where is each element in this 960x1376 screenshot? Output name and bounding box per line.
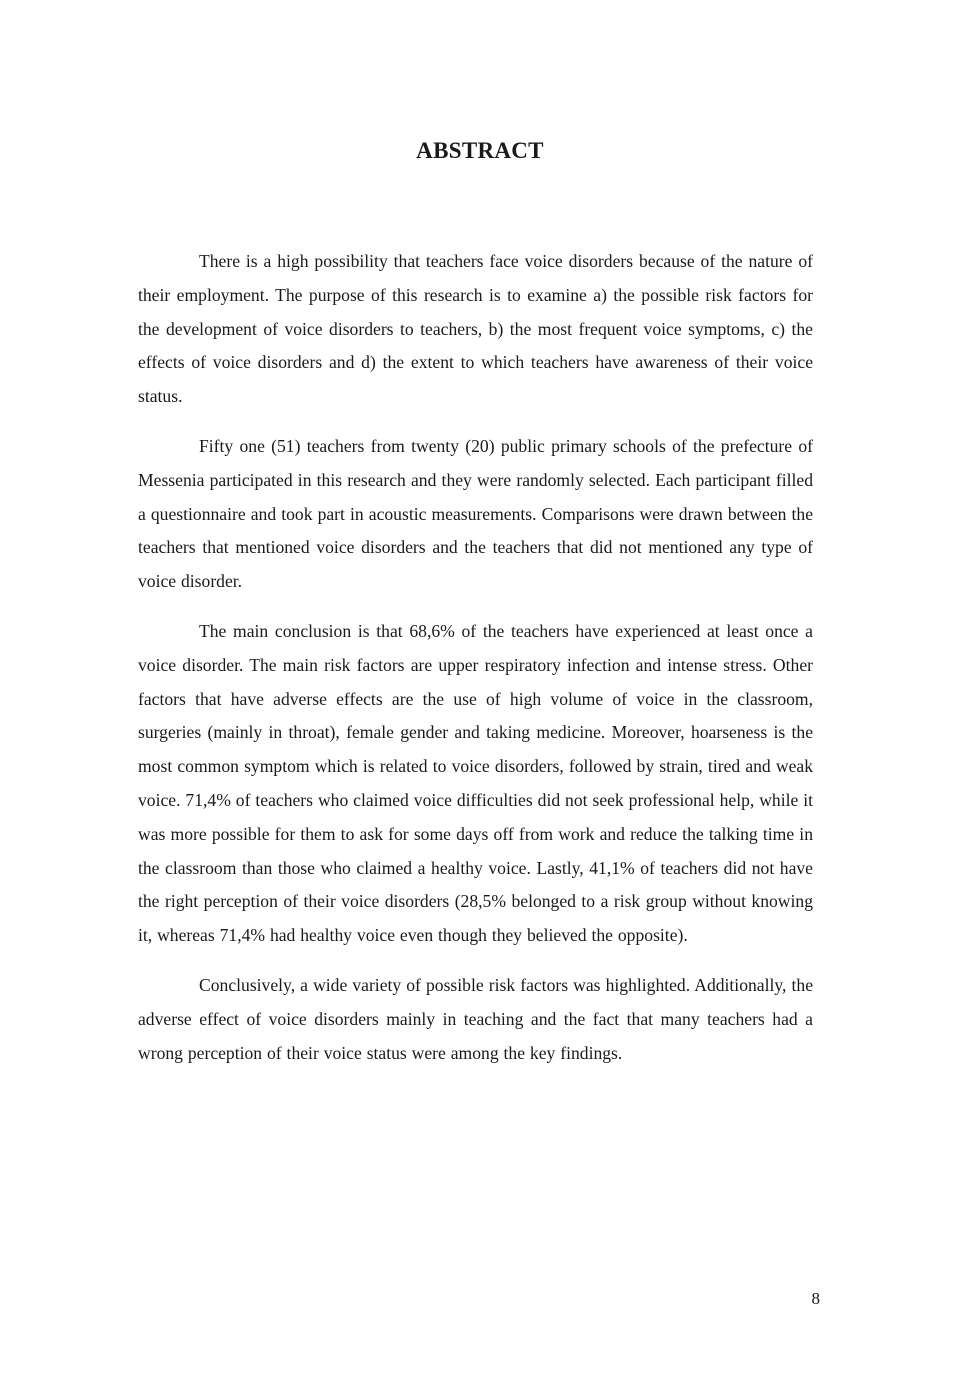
page-number: 8 [811, 1289, 820, 1308]
paragraph-results: The main conclusion is that 68,6% of the teachers have experienced at least once a voice disorder. The main risk factors are upper respiratory infection and intense stress. Other factors that have adverse effects are the use of high volume of voice in the classroom, surgeries (mainly in throat), female gender and taking medicine. Moreover, hoarseness is the most common symptom which is related to voice disorders, followed by strain, tired and weak voice. 71,4% of teachers who claimed voice difficulties did not seek professional help, while it was more possible for them to ask for some days off from work and reduce the talking time in the classroom than those who claimed a healthy voice. Lastly, 41,1% of teachers did not have the right perception of their voice disorders (28,5% belonged to a risk group without knowing it, whereas 71,4% had healthy voice even though they believed the opposite). [138, 620, 813, 946]
abstract-body [138, 245, 813, 1086]
page-title: ABSTRACT [416, 138, 544, 163]
paragraph-methods: Fifty one (51) teachers from twenty (20) public primary schools of the prefecture of Messenia participated in this research and they were randomly selected. Each participant filled a questionnaire and took part in acoustic measurements. Comparisons were drawn between the teachers that mentioned voice disorders and the teachers that did not mentioned any type of voice disorder. [138, 435, 813, 592]
paragraph-introduction: There is a high possibility that teachers face voice disorders because of the nature of their employment. The purpose of this research is to examine a) the possible risk factors for the development of voice disorders to teachers, b) the most frequent voice symptoms, c) the effects of voice disorders and d) the extent to which teachers have awareness of their voice status. [138, 251, 813, 407]
paragraph-conclusion: Conclusively, a wide variety of possible risk factors was highlighted. Additionally, the adverse effect of voice disorders mainly in teaching and the fact that many teachers had a wrong perception of their voice status were among the key findings. [138, 974, 813, 1063]
